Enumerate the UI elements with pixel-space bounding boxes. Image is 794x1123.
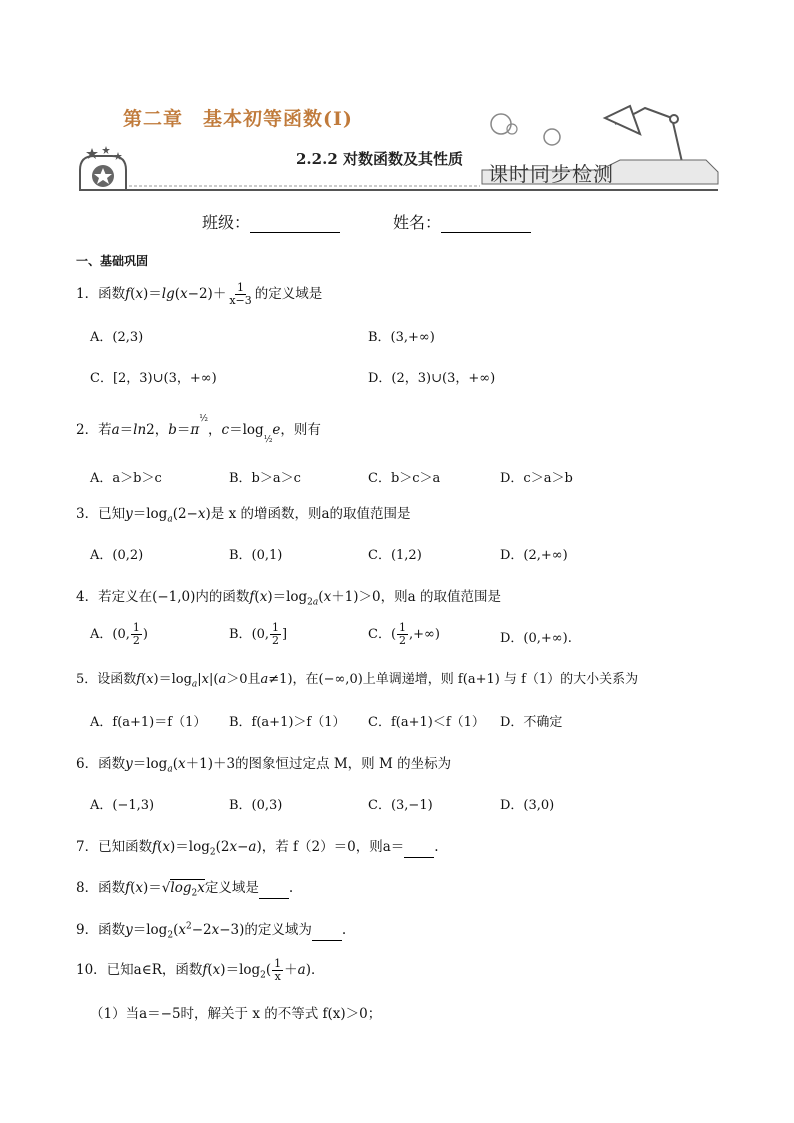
q6-option-b[interactable]: B．(0,3) (229, 798, 283, 813)
question-7: 7．已知函数$f(x)=\log_2(2x-a)$，若 f（2）＝0，则a＝ . (76, 839, 439, 858)
question-4: 4．若定义在(−1,0)内的函数$f(x)=\log_{2a}(x+1)>0$，则a 的取值范围是 (76, 589, 501, 608)
class-blank[interactable] (250, 218, 340, 233)
banner-text: 课时同步检测 (488, 162, 614, 186)
q1-option-a[interactable]: A．(2,3) (90, 330, 144, 345)
question-2: 2．若a＝ln2，$b=\pi^{\frac{1}{2}}$，$c=\log_{\frac{1}{2}}e$，则有 (76, 413, 321, 445)
q1-option-d[interactable]: D．(2，3)∪(3，+∞) (368, 371, 496, 386)
name-field[interactable] (393, 210, 531, 233)
question-3: 3．已知$y=\log_a(2-x)$是 x 的增函数，则a的取值范围是 (76, 506, 411, 525)
q3-option-c[interactable]: C．(1,2) (368, 548, 422, 563)
q2-option-c[interactable]: C．b＞c＞a (368, 471, 441, 486)
q4-option-d[interactable]: D．(0,+∞). (500, 631, 572, 646)
question-10-part-1: （1）当a＝−5时，解关于 x 的不等式 f(x)＞0； (90, 1006, 382, 1022)
q6-option-c[interactable]: C．(3,−1) (368, 798, 433, 813)
q5-option-c[interactable]: C．f(a+1)＜f（1） (368, 715, 485, 730)
header-decoration (0, 0, 794, 200)
q7-answer-blank[interactable] (404, 845, 434, 858)
section-title: 一、基础巩固 (76, 254, 149, 268)
q5-option-a[interactable]: A．f(a+1)＝f（1） (90, 715, 207, 730)
q2-option-b[interactable]: B．b＞a＞c (229, 471, 301, 486)
class-label: 班级： (202, 213, 251, 232)
q9-answer-blank[interactable] (312, 928, 342, 941)
question-5: 5．设函数$f(x)=\log_a|x|(a>0$且a≠1)，在(−∞,0)上单调递增，则 f(a+1) 与 f（1）的大小关系为 (76, 672, 639, 690)
lesson-subtitle: 2.2.2 对数函数及其性质 (296, 150, 463, 168)
lamp-icon (605, 106, 682, 162)
q4-option-c[interactable]: C．( $\frac{1}{2}$ ,+∞) (368, 621, 440, 647)
class-field[interactable] (202, 210, 340, 233)
q3-option-b[interactable]: B．(0,1) (229, 548, 283, 563)
name-blank[interactable] (441, 218, 531, 233)
question-8: 8．函数$f(x)=√\log_2x$定义域是 . (76, 880, 294, 899)
q2-option-d[interactable]: D．c＞a＞b (500, 471, 573, 486)
q5-option-b[interactable]: B．f(a+1)＞f（1） (229, 715, 346, 730)
question-6: 6．函数$y=\log_a(x+1)+3$的图象恒过定点 M，则 M 的坐标为 (76, 756, 452, 775)
star-badge-icon (80, 146, 126, 190)
q4-option-b[interactable]: B．(0, $\frac{1}{2}$ ] (229, 621, 288, 647)
q1-option-b[interactable]: B．(3,+∞) (368, 330, 435, 345)
question-10: 10．已知a∈R，函数$f(x)=\log_2$( $\frac{1}{x}$ ＋a)． (76, 957, 325, 983)
q5-option-d[interactable]: D．不确定 (500, 715, 563, 730)
q3-option-d[interactable]: D．(2,+∞) (500, 548, 568, 563)
question-9: 9．函数$y=\log_2(x^2-2x-3)$的定义域为 . (76, 921, 347, 941)
q2-option-a[interactable]: A．a＞b＞c (90, 471, 162, 486)
q8-answer-blank[interactable] (259, 886, 289, 899)
q3-option-a[interactable]: A．(0,2) (90, 548, 144, 563)
q4-option-a[interactable]: A．(0, $\frac{1}{2}$ ) (90, 621, 148, 647)
q6-option-d[interactable]: D．(3,0) (500, 798, 555, 813)
chapter-title: 第二章 基本初等函数(Ⅰ) (123, 108, 353, 130)
q1-option-c[interactable]: C．[2，3)∪(3，+∞) (90, 371, 217, 386)
name-label: 姓名： (393, 213, 442, 232)
question-1: 1．函数f(x)＝lg(x−2)＋ $\frac{1}{x-3}$ 的定义域是 (76, 281, 323, 307)
q6-option-a[interactable]: A．(−1,3) (90, 798, 155, 813)
